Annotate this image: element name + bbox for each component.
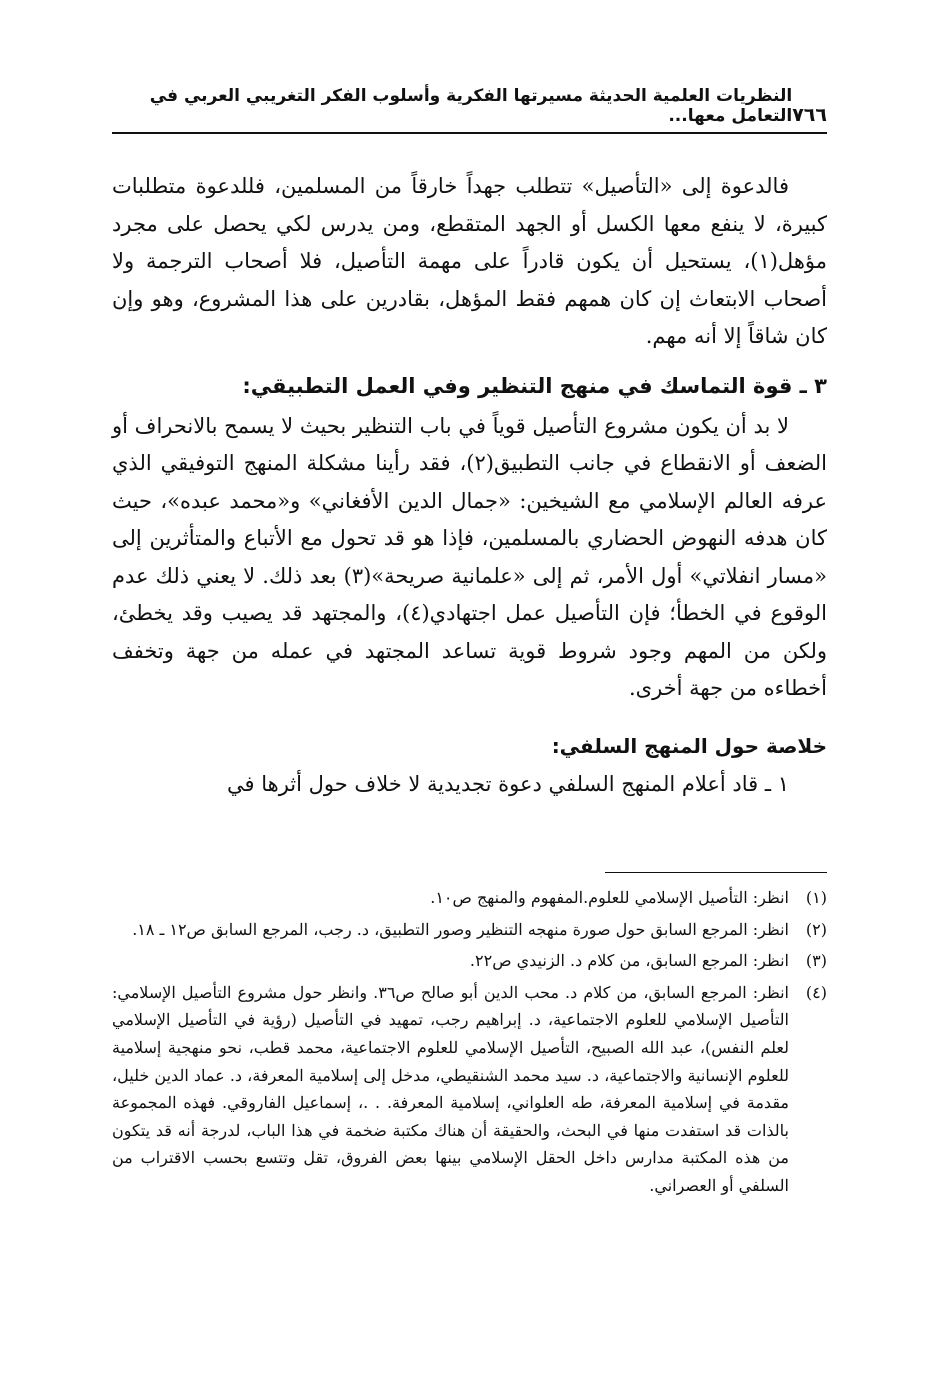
footnote-text: انظر: المرجع السابق حول صورة منهجه التنظير وصور التطبيق، د. رجب، المرجع السابق ص١٢ ـ ١٨. (132, 919, 789, 939)
page-header (112, 86, 827, 134)
footnote-divider (605, 872, 827, 873)
footnote-mark: (٣) (805, 951, 827, 971)
footnote-mark: (١) (805, 888, 827, 907)
running-title: النظريات العلمية الحديثة مسيرتها الفكرية وأسلوب الفكر التغريبي العربي في التعامل معها... (149, 86, 793, 126)
footnote-1 (112, 884, 827, 912)
footnote-2 (112, 916, 827, 944)
footnote-mark: (٤) (805, 982, 827, 1002)
footnote-4 (112, 979, 827, 1200)
footnote-text: انظر: المرجع السابق، من كلام د. الزنيدي ص٢٢. (469, 951, 789, 971)
footnotes (112, 884, 827, 1204)
footnote-3 (112, 947, 827, 975)
section-3-heading: ٣ ـ قوة التماسك في منهج التنظير وفي العمل التطبيقي: (242, 373, 827, 398)
page-number: ٧٦٦ (792, 104, 827, 126)
footnote-text: انظر: المرجع السابق، من كلام د. محب الدين أبو صالح ص٣٦. وانظر حول مشروع التأصيل الإسلامي: التأصيل الإسلامي للعلوم الاجتماعية، د. إبراهيم رجب، تمهيد في التأصيل (رؤية في التأصيل الإسلامي لعلم النفس)، عبد الله الصبيح، التأصيل الإسلامي للعلوم الاجتماعية، محمد قطب، نحو منهجية إسلامية للعلوم الإنسانية والاجتماعية، د. سيد محمد الشنقيطي، مدخل إلى إسلامية المعرفة، د. عماد الدين خليل، مقدمة في إسلامية المعرفة، طه العلواني، إسلامية المعرفة. . .، إسماعيل الفاروقي. فهذه المجموعة بالذات قد استفدت منها في البحث، والحقيقة أن هناك مكتبة ضخمة في هذا الباب، لدرجة أنه قد يتكون من هذه المكتبة مدارس داخل الحقل الإسلامي بينها بعض الفروق، تقل وتتسع بحسب الاقتراب من السلفي أو العصراني. (112, 982, 789, 1195)
main-text (112, 168, 827, 803)
footnote-mark: (٢) (805, 919, 827, 939)
section-3-paragraph: لا بد أن يكون مشروع التأصيل قوياً في باب التنظير بحيث لا يسمح بالانحراف أو الضعف أو الانقطاع في جانب التطبيق(٢)، فقد رأينا مشكلة المنهج التوفيقي الذي عرفه العالم الإسلامي مع الشيخين: «جمال الدين الأفغاني» و«محمد عبده»، حيث كان هدفه النهوض الحضاري بالمسلمين، فإذا هو قد تحول مع الأتباع والمتأثرين إلى «مسار انفلاتي» أول الأمر، ثم إلى «علمانية صريحة»(٣) بعد ذلك. لا يعني ذلك عدم الوقوع في الخطأ؛ فإن التأصيل عمل اجتهادي(٤)، والمجتهد قد يصيب وقد يخطئ، ولكن من المهم وجود شروط قوية تساعد المجتهد في عمله من جهة وتخفف أخطاءه من جهة أخرى. (112, 413, 827, 700)
footnote-text: انظر: التأصيل الإسلامي للعلوم.المفهوم والمنهج ص١٠. (430, 888, 789, 907)
summary-item-1: ١ ـ قاد أعلام المنهج السلفي دعوة تجديدية لا خلاف حول أثرها في (227, 771, 789, 796)
paragraph-1: فالدعوة إلى «التأصيل» تتطلب جهداً خارقاً من المسلمين، فللدعوة متطلبات كبيرة، لا ينفع معها الكسل أو الجهد المتقطع، ومن يدرس لكي يحصل على مجرد مؤهل(١)، يستحيل أن يكون قادراً على مهمة التأصيل، فلا أصحاب الترجمة ولا أصحاب الابتعاث إن كان همهم فقط المؤهل، بقادرين على هذا المشروع، وهو وإن كان شاقاً إلا أنه مهم. (112, 174, 827, 348)
summary-heading: خلاصة حول المنهج السلفي: (551, 733, 827, 758)
